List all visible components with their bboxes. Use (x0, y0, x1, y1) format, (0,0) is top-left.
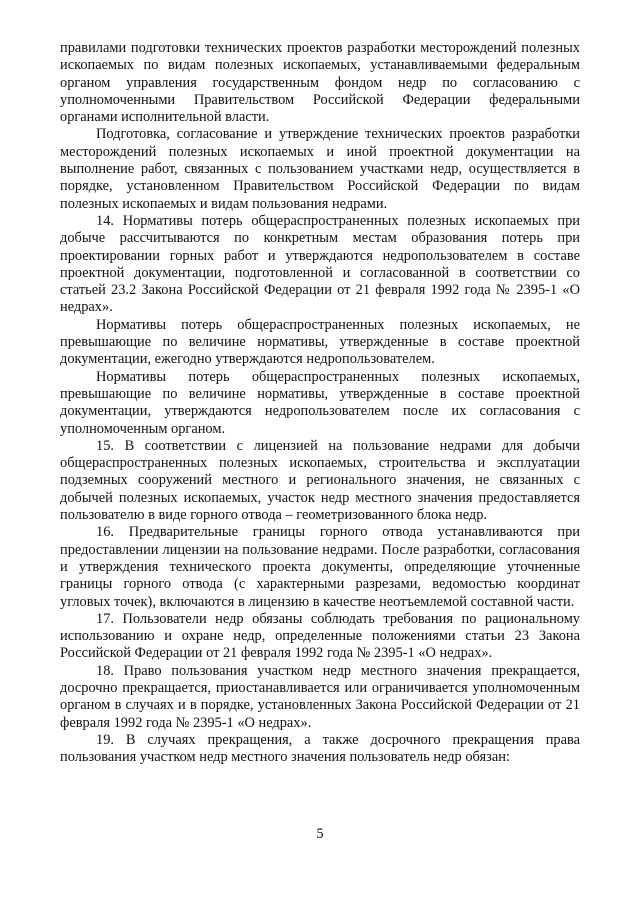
paragraph-18: 18. Право пользования участком недр местного значения прекращается, досрочно прекращается, приостанавливается или ограничивается уполномоченным органом в случаях и в порядке, установленных Закона Российской Федерации от 21 февраля 1992 года № 2395-1 «О недрах». (60, 662, 580, 731)
paragraph-19: 19. В случаях прекращения, а также досрочного прекращения права пользования участком недр местного значения пользователь недр обязан: (60, 731, 580, 766)
paragraph-16: 16. Предварительные границы горного отвода устанавливаются при предоставлении лицензии на пользование недрами. После разработки, согласования и утверждения технического проекта документы, определяющие уточненные границы горного отвода (с характерными разрезами, ведомостью координат угловых точек), включаются в лицензию в качестве неотъемлемой составной части. (60, 524, 580, 610)
paragraph-loss-norms-within: Нормативы потерь общераспространенных полезных ископаемых, не превышающие по величине нормативы, утвержденные в составе проектной документации, ежегодно утверждаются недропользователем. (60, 316, 580, 368)
paragraph-loss-norms-exceeding: Нормативы потерь общераспространенных полезных ископаемых, превышающие по величине нормативы, утвержденные в составе проектной документации, утверждаются недропользователем после их согласования с уполномоченным органом. (60, 368, 580, 437)
paragraph-17: 17. Пользователи недр обязаны соблюдать требования по рациональному использованию и охране недр, определенные положениями статьи 23 Закона Российской Федерации от 21 февраля 1992 года № 2395-1 «О недрах». (60, 610, 580, 662)
paragraph-continuation: правилами подготовки технических проектов разработки месторождений полезных ископаемых по видам полезных ископаемых, устанавливаемыми федеральным органом управления государственным фондом недр по согласованию с уполномоченными Правительством Российской Федерации федеральными органами исполнительной власти. (60, 40, 580, 126)
paragraph-project-preparation: Подготовка, согласование и утверждение технических проектов разработки месторождений полезных ископаемых и иной проектной документации на выполнение работ, связанных с пользованием участками недр, осуществляется в порядке, установленном Правительством Российской Федерации по видам полезных ископаемых и видам пользования недрами. (60, 126, 580, 212)
page-number: 5 (316, 826, 324, 842)
paragraph-15: 15. В соответствии с лицензией на пользование недрами для добычи общераспространенных полезных ископаемых, строительства и эксплуатации подземных сооружений местного и регионального значения, не связанных с добычей полезных ископаемых, участок недр местного значения предоставляется пользователю в виде горного отвода – геометризованного блока недр. (60, 437, 580, 524)
paragraph-14: 14. Нормативы потерь общераспространенных полезных ископаемых при добыче рассчитываются по конкретным местам образования потерь при проектировании горных работ и утверждаются недропользователем в составе проектной документации, подготовленной и согласованной в соответствии со статьей 23.2 Закона Российской Федерации от 21 февраля 1992 года № 2395-1 «О недрах». (60, 212, 580, 316)
document-page (60, 40, 580, 766)
